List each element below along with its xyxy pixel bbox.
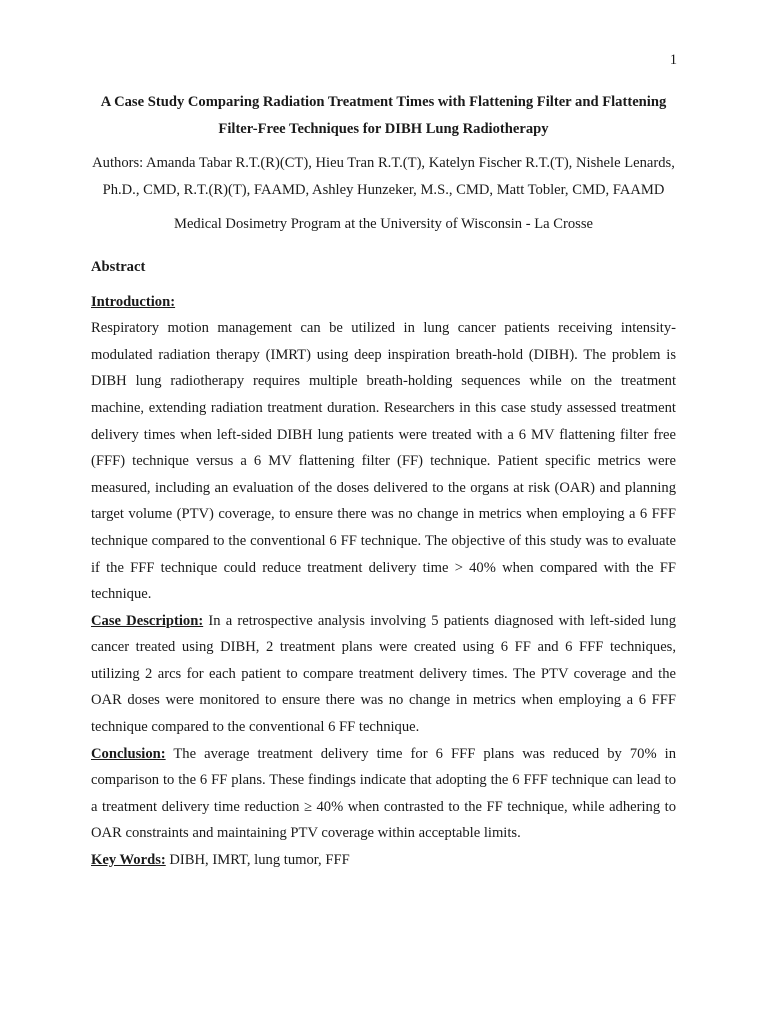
abstract-heading: Abstract bbox=[91, 258, 146, 275]
conclusion-paragraph bbox=[91, 741, 676, 847]
case-description-heading: Case Description: bbox=[91, 612, 204, 629]
affiliation: Medical Dosimetry Program at the University of Wisconsin - La Crosse bbox=[173, 216, 594, 233]
paper-title: A Case Study Comparing Radiation Treatment Times with Flattening Filter and Flattening Filter-Free Techniques for DIBH Lung Radiotherapy bbox=[100, 94, 667, 137]
case-description-text: In a retrospective analysis involving 5 patients diagnosed with left-sided lung cancer treated using DIBH, 2 treatment plans were created using 6 FF and 6 FFF techniques, utilizing 2 arcs for each patient to compare treatment delivery times. The PTV coverage and the OAR doses were monitored to ensure there was no change in metrics when employing a 6 FFF technique compared to the conventional 6 FF technique. bbox=[91, 612, 676, 736]
conclusion-heading: Conclusion: bbox=[91, 745, 166, 762]
introduction-paragraph: Respiratory motion management can be utilized in lung cancer patients receiving intensity-modulated radiation therapy (IMRT) using deep inspiration breath-hold (DIBH). The problem is DIBH lung radiotherapy requires multiple breath-holding sequences while on the treatment machine, extending radiation treatment duration. Researchers in this case study assessed treatment delivery times when left-sided DIBH lung patients were treated with a 6 MV flattening filter free (FFF) technique versus a 6 MV flattening filter (FF) technique. Patient specific metrics were measured, including an evaluation of the doses delivered to the organs at risk (OAR) and planning target volume (PTV) coverage, to ensure there was no change in metrics when employing a 6 FFF technique compared to the conventional 6 FF technique. The objective of this study was to evaluate if the FFF technique could reduce treatment delivery time > 40% when compared with the FF technique. bbox=[91, 320, 676, 603]
keywords-heading: Key Words: bbox=[91, 852, 166, 869]
case-description-paragraph bbox=[91, 608, 676, 741]
keywords-paragraph bbox=[91, 847, 676, 874]
keywords-text: DIBH, IMRT, lung tumor, FFF bbox=[165, 852, 350, 869]
page-number: 1 bbox=[669, 52, 677, 68]
introduction-heading: Introduction: bbox=[91, 293, 176, 310]
author-list: Authors: Amanda Tabar R.T.(R)(CT), Hieu Tran R.T.(T), Katelyn Fischer R.T.(T), Nishele Lenards, Ph.D., CMD, R.T.(R)(T), FAAMD, Ashley Hunzeker, M.S., CMD, Matt Tobler, CMD, FAAMD bbox=[92, 155, 675, 198]
conclusion-text: The average treatment delivery time for 6 FFF plans was reduced by 70% in comparison to the 6 FF plans. These findings indicate that adopting the 6 FFF technique can lead to a treatment delivery time reduction ≥ 40% when contrasted to the FF technique, while adhering to OAR constraints and maintaining PTV coverage within acceptable limits. bbox=[91, 745, 676, 842]
